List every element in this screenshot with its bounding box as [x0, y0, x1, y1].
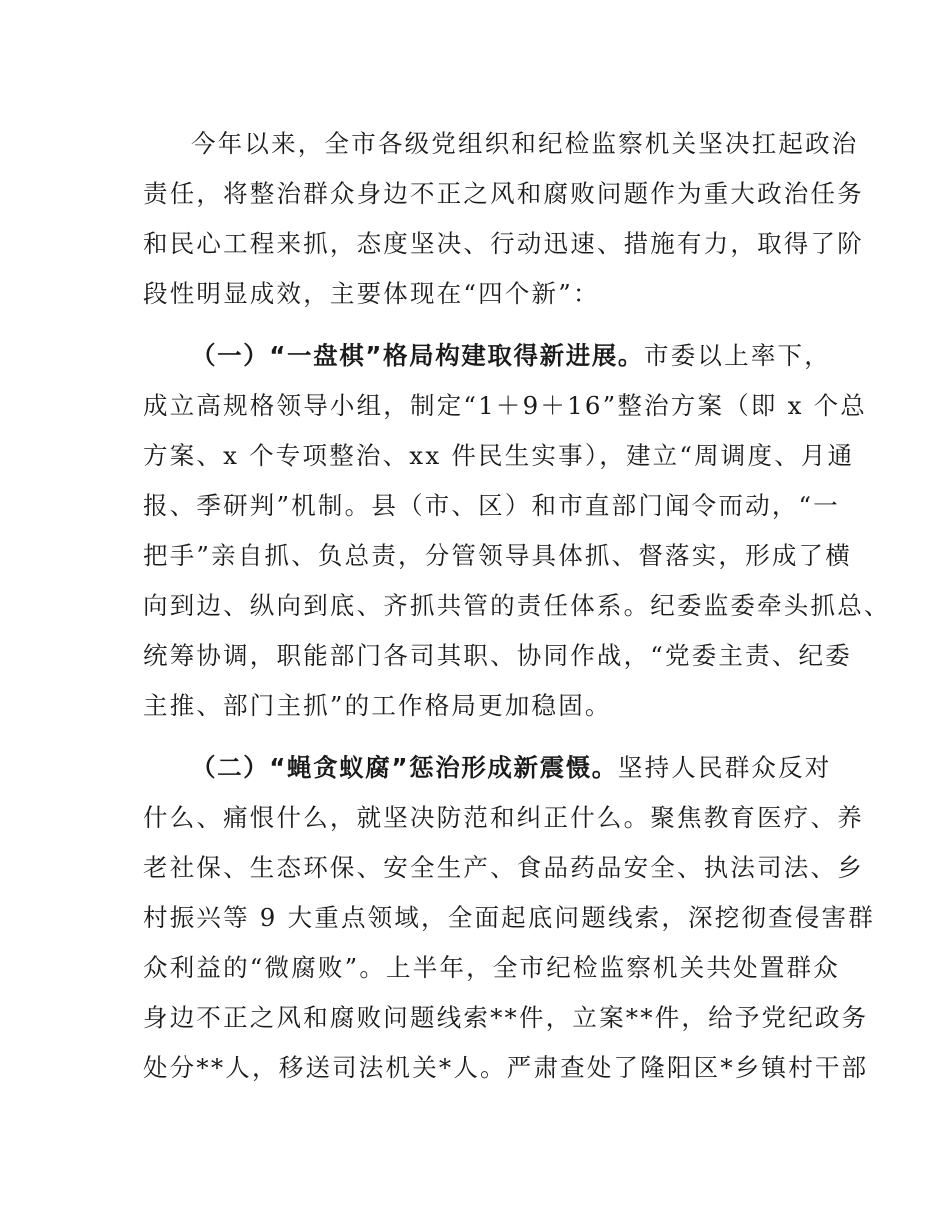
section2-heading: （二）“蝇贪蚁腐”惩治形成新震慑。: [191, 753, 618, 782]
section1-line-2: 成立高规格领导小组，制定“1＋9＋16”整治方案（即 x 个总: [143, 391, 867, 420]
section1-first-line: [191, 340, 831, 372]
intro-line-1: 今年以来，全市各级党组织和纪检监察机关坚决扛起政治: [191, 129, 859, 158]
section1-heading: （一）“一盘棋”格局构建取得新进展。: [191, 341, 645, 370]
section1-line-8: 主推、部门主抓”的工作格局更加稳固。: [143, 691, 612, 720]
intro-line-3: 和民心工程来抓，态度坚决、行动迅速、措施有力，取得了阶: [143, 229, 864, 258]
section2-line-2: 什么、痛恨什么，就坚决防范和纠正什么。聚焦教育医疗、养: [143, 803, 864, 832]
section1-line-5: 把手”亲自抓、负总责，分管领导具体抓、督落实，形成了横: [143, 541, 852, 570]
section2-line-5: 众利益的“微腐败”。上半年，全市纪检监察机关共处置群众: [143, 953, 840, 982]
intro-line-2: 责任，将整治群众身边不正之风和腐败问题作为重大政治任务: [143, 179, 864, 208]
section2-line-4: 村振兴等 9 大重点领域，全面起底问题线索，深挖彻查侵害群: [143, 903, 875, 932]
section1-line-7: 统筹协调，职能部门各司其职、协同作战，“党委主责、纪委: [143, 641, 852, 670]
section1-line-6: 向到边、纵向到底、齐抓共管的责任体系。纪委监委牵头抓总、: [143, 591, 891, 620]
section2-line-7: 处分**人，移送司法机关*人。严肃查处了隆阳区*乡镇村干部: [143, 1053, 869, 1082]
section2-first-line-rest: 坚持人民群众反对: [617, 753, 832, 782]
section2-first-line: [191, 752, 832, 784]
section1-line-4: 报、季研判”机制。县（市、区）和市直部门闻令而动，“一: [143, 491, 840, 520]
intro-line-4: 段性明显成效，主要体现在“四个新”：: [143, 279, 600, 308]
section2-line-6: 身边不正之风和腐败问题线索**件，立案**件，给予党纪政务: [143, 1003, 869, 1032]
section2-line-3: 老社保、生态环保、安全生产、食品药品安全、执法司法、乡: [143, 853, 864, 882]
section1-first-line-rest: 市委以上率下，: [644, 341, 831, 370]
section1-line-3: 方案、x 个专项整治、xx 件民生实事），建立“周调度、月通: [143, 441, 855, 470]
